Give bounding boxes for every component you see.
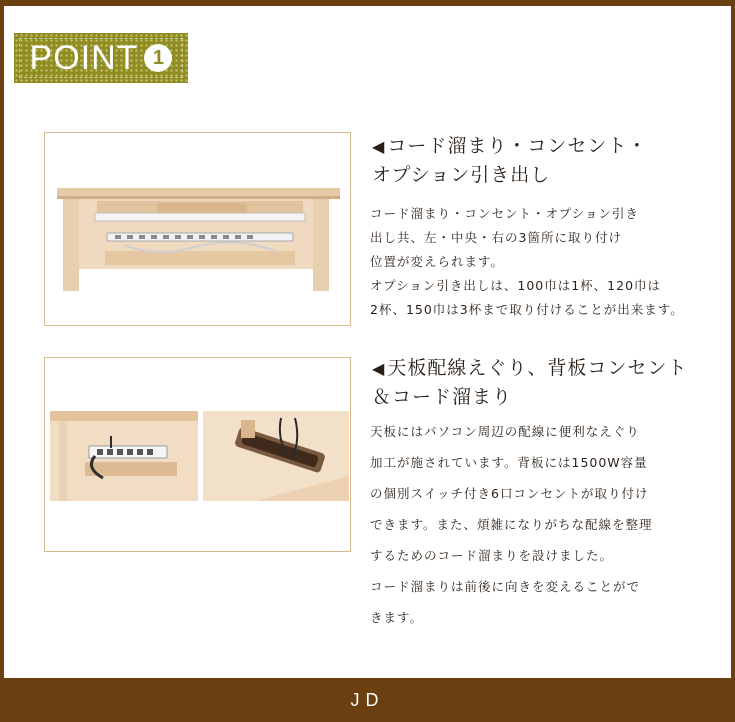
cable-routing-illustration xyxy=(45,358,350,551)
point-label: POINT xyxy=(29,39,139,77)
section2-heading-line1: 天板配線えぐり、背板コンセント xyxy=(387,357,688,379)
section2-body xyxy=(370,416,653,633)
section1-heading-line2: オプション引き出し xyxy=(372,164,551,186)
section2-body-line: の個別スイッチ付き6口コンセントが取り付け xyxy=(370,486,649,501)
section1-body-line: 2杯、150巾は3杯まで取り付けることが出来ます。 xyxy=(370,302,684,317)
desk-drawer-illustration xyxy=(45,133,350,325)
cable-routing-image xyxy=(44,357,351,552)
left-triangle-icon: ◀ xyxy=(372,137,386,156)
section1-body xyxy=(370,202,684,322)
point-badge xyxy=(14,33,188,83)
footer-bar xyxy=(0,678,735,722)
point-number-circle: 1 xyxy=(144,44,172,72)
section1-body-line: 出し共、左・中央・右の3箇所に取り付け xyxy=(370,230,622,245)
section2-heading xyxy=(372,354,687,412)
point-badge-inner xyxy=(19,38,183,78)
section1-heading xyxy=(372,132,647,190)
section2-body-line: 天板にはパソコン周辺の配線に便利なえぐり xyxy=(370,424,640,439)
section2-body-line: コード溜まりは前後に向きを変えることがで xyxy=(370,579,641,594)
footer-label: JD xyxy=(350,689,385,710)
section2-body-line: きます。 xyxy=(370,610,424,625)
section1-heading-line1: コード溜まり・コンセント・ xyxy=(387,135,648,157)
left-triangle-icon: ◀ xyxy=(372,359,386,378)
section1-body-line: 位置が変えられます。 xyxy=(370,254,505,269)
section1-body-line: コード溜まり・コンセント・オプション引き xyxy=(370,206,639,221)
desk-drawer-image xyxy=(44,132,351,326)
section2-heading-line2: ＆コード溜まり xyxy=(372,386,513,408)
section2-body-line: するためのコード溜まりを設けました。 xyxy=(370,548,614,563)
section2-body-line: できます。また、煩雑になりがちな配線を整理 xyxy=(370,517,653,532)
section2-body-line: 加工が施されています。背板には1500W容量 xyxy=(370,455,648,470)
section1-body-line: オプション引き出しは、100巾は1杯、120巾は xyxy=(370,278,662,293)
